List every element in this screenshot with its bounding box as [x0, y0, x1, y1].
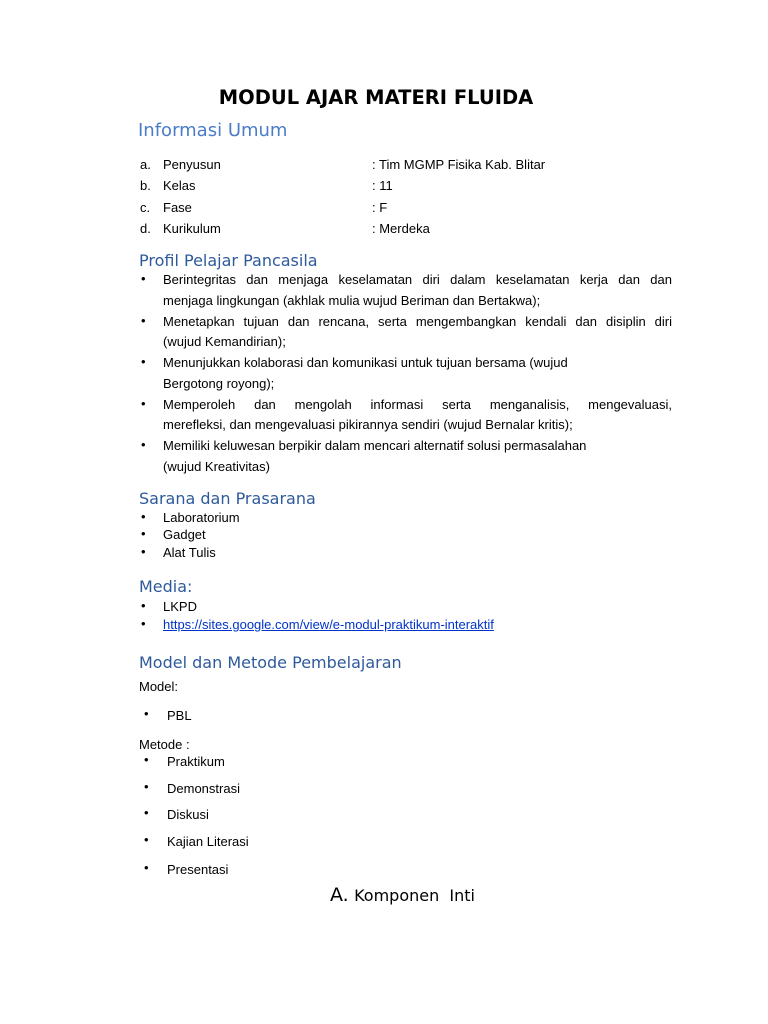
- bullet-icon: •: [144, 752, 149, 767]
- info-row-label: Kelas: [163, 178, 196, 193]
- bullet-icon: •: [141, 544, 146, 559]
- bullet-icon: •: [144, 860, 149, 875]
- media-link[interactable]: https://sites.google.com/view/e-modul-praktikum-interaktif: [163, 617, 494, 632]
- heading-media: Media:: [139, 577, 193, 596]
- list-item-line: merefleksi, dan mengevaluasi pikirannya sendiri (wujud Bernalar kritis);: [163, 417, 573, 432]
- list-item-label: Presentasi: [167, 862, 229, 877]
- info-row-label: Kurikulum: [163, 221, 221, 236]
- list-item-label: Praktikum: [167, 754, 225, 769]
- info-row-letter: c.: [140, 200, 151, 215]
- bullet-icon: •: [141, 313, 146, 328]
- section-title: Komponen Inti: [354, 886, 475, 905]
- bullet-icon: •: [141, 271, 146, 286]
- bullet-icon: •: [141, 437, 146, 452]
- info-row-letter: a.: [140, 157, 151, 172]
- bullet-icon: •: [144, 706, 149, 721]
- info-row-label: Penyusun: [163, 157, 221, 172]
- bullet-icon: •: [144, 779, 149, 794]
- bullet-icon: •: [144, 805, 149, 820]
- bullet-icon: •: [141, 616, 146, 631]
- info-row-label: Fase: [163, 200, 192, 215]
- list-item-line: Menetapkan tujuan dan rencana, serta mengembangkan kendali dan disiplin diri: [163, 314, 672, 329]
- heading-informasi-umum: Informasi Umum: [138, 120, 288, 141]
- list-item-line: Memiliki keluwesan berpikir dalam mencari alternatif solusi permasalahan: [163, 438, 587, 453]
- list-item-label: Laboratorium: [163, 510, 240, 525]
- bullet-icon: •: [141, 598, 146, 613]
- bullet-icon: •: [144, 832, 149, 847]
- heading-sarana-prasarana: Sarana dan Prasarana: [139, 489, 316, 508]
- info-row-letter: d.: [140, 221, 151, 236]
- heading-model-metode: Model dan Metode Pembelajaran: [139, 653, 402, 672]
- bullet-icon: •: [141, 396, 146, 411]
- list-item-label: Demonstrasi: [167, 781, 240, 796]
- list-item-label: Alat Tulis: [163, 545, 216, 560]
- bullet-icon: •: [141, 526, 146, 541]
- list-item-line: Bergotong royong);: [163, 376, 275, 391]
- info-row-letter: b.: [140, 178, 151, 193]
- metode-label: Metode :: [139, 737, 190, 752]
- info-row-value: : Tim MGMP Fisika Kab. Blitar: [372, 157, 546, 172]
- list-item-label: Kajian Literasi: [167, 834, 249, 849]
- bullet-icon: •: [141, 509, 146, 524]
- list-item-line: (wujud Kreativitas): [163, 459, 270, 474]
- list-item-label: PBL: [167, 708, 192, 723]
- info-row-value: : 11: [372, 178, 393, 193]
- section-heading-komponen-inti: [330, 884, 475, 906]
- section-letter: A.: [330, 884, 349, 906]
- list-item-line: Menunjukkan kolaborasi dan komunikasi untuk tujuan bersama (wujud: [163, 355, 568, 370]
- info-row-value: : Merdeka: [372, 221, 430, 236]
- info-row-value: : F: [372, 200, 388, 215]
- list-item-line: Berintegritas dan menjaga keselamatan diri dalam keselamatan kerja dan dan: [163, 272, 672, 287]
- list-item-line: Memperoleh dan mengolah informasi serta menganalisis, mengevaluasi,: [163, 397, 672, 412]
- list-item-label: LKPD: [163, 599, 197, 614]
- bullet-icon: •: [141, 354, 146, 369]
- list-item-label: Diskusi: [167, 807, 209, 822]
- document-title: MODUL AJAR MATERI FLUIDA: [218, 86, 534, 109]
- list-item-line: menjaga lingkungan (akhlak mulia wujud Beriman dan Bertakwa);: [163, 293, 541, 308]
- list-item-label: Gadget: [163, 527, 206, 542]
- list-item-line: (wujud Kemandirian);: [163, 334, 286, 349]
- model-label: Model:: [139, 679, 179, 694]
- heading-profil-pelajar-pancasila: Profil Pelajar Pancasila: [139, 251, 318, 270]
